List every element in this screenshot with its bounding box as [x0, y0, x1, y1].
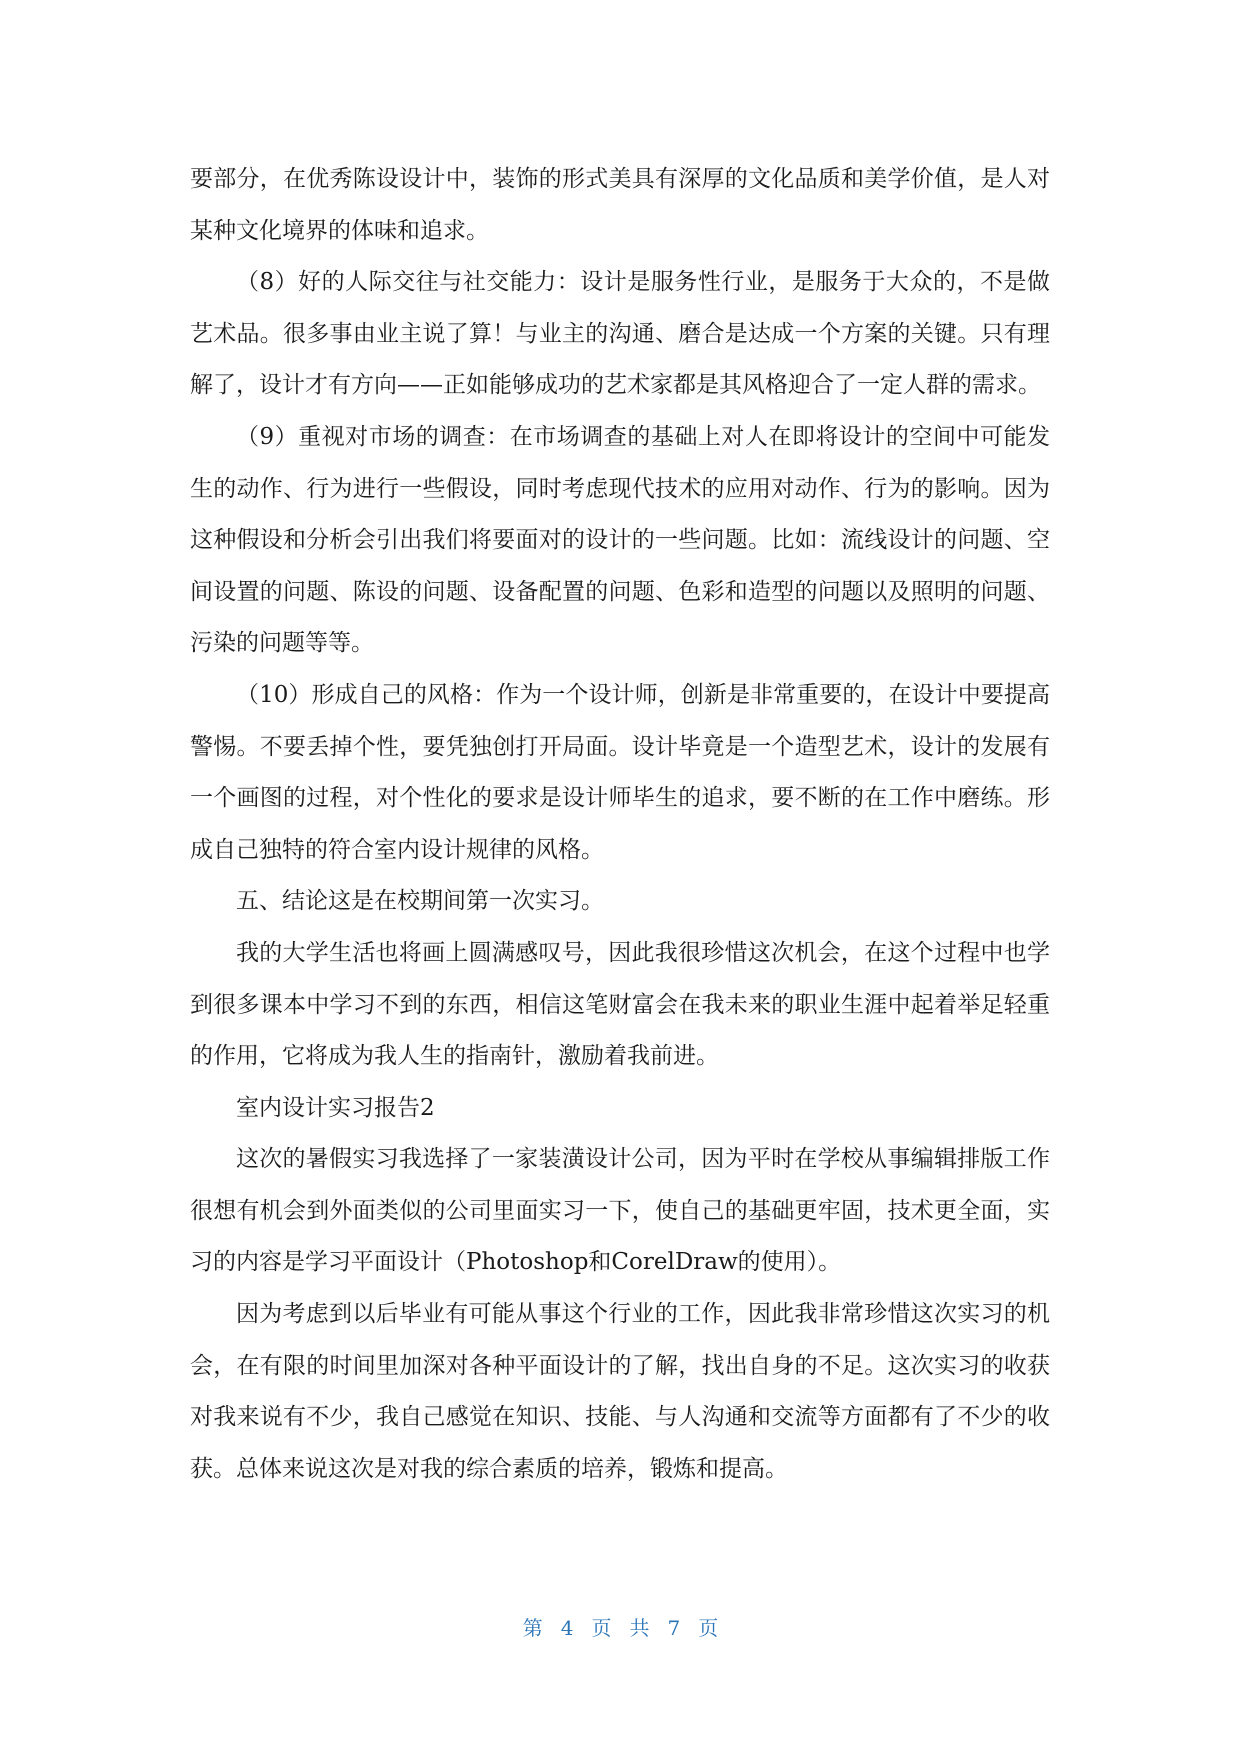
- footer-total-pages: 7: [667, 1616, 681, 1640]
- footer-gong: 共: [629, 1616, 650, 1640]
- paragraph-3: （9）重视对市场的调查：在市场调查的基础上对人在即将设计的空间中可能发生的动作、行为进行一些假设，同时考虑现代技术的应用对动作、行为的影响。因为这种假设和分析会引出我们将要面对的设计的一些问题。比如：流线设计的问题、空间设置的问题、陈设的问题、设备配置的问题、色彩和造型的问题以及照明的问题、污染的问题等等。: [190, 423, 1050, 657]
- paragraph-1: 要部分，在优秀陈设设计中，装饰的形式美具有深厚的文化品质和美学价值，是人对某种文化境界的体味和追求。: [190, 166, 1050, 244]
- footer-di: 第: [522, 1616, 543, 1640]
- paragraph-2: （8）好的人际交往与社交能力：设计是服务性行业，是服务于大众的，不是做艺术品。很多事由业主说了算！与业主的沟通、磨合是达成一个方案的关键。只有理解了，设计才有方向——正如能够成功的艺术家都是其风格迎合了一定人群的需求。: [190, 269, 1050, 399]
- paragraph-5: 五、结论这是在校期间第一次实习。: [236, 888, 604, 915]
- footer-ye2: 页: [698, 1616, 719, 1640]
- paragraph-7: 室内设计实习报告2: [236, 1094, 435, 1121]
- paragraph-9: 因为考虑到以后毕业有可能从事这个行业的工作，因此我非常珍惜这次实习的机会，在有限的时间里加深对各种平面设计的了解，找出自身的不足。这次实习的收获对我来说有不少，我自己感觉在知识、技能、与人沟通和交流等方面都有了不少的收获。总体来说这次是对我的综合素质的培养，锻炼和提高。: [190, 1301, 1050, 1482]
- paragraph-6: 我的大学生活也将画上圆满感叹号，因此我很珍惜这次机会，在这个过程中也学到很多课本中学习不到的东西，相信这笔财富会在我未来的职业生涯中起着举足轻重的作用，它将成为我人生的指南针，激励着我前进。: [190, 939, 1050, 1070]
- page-footer: [0, 1612, 1241, 1641]
- body-text: [190, 154, 1050, 1495]
- paragraph-8: 这次的暑假实习我选择了一家装潢设计公司，因为平时在学校从事编辑排版工作很想有机会到外面类似的公司里面实习一下，使自己的基础更牢固，技术更全面，实习的内容是学习平面设计（Photoshop和CorelDraw的使用）。: [190, 1146, 1050, 1276]
- footer-current-page: 4: [560, 1616, 574, 1640]
- paragraph-4: （10）形成自己的风格：作为一个设计师，创新是非常重要的，在设计中要提高警惕。不要丢掉个性，要凭独创打开局面。设计毕竟是一个造型艺术，设计的发展有一个画图的过程，对个性化的要求是设计师毕生的追求，要不断的在工作中磨练。形成自己独特的符合室内设计规律的风格。: [190, 681, 1050, 863]
- footer-ye: 页: [591, 1616, 612, 1640]
